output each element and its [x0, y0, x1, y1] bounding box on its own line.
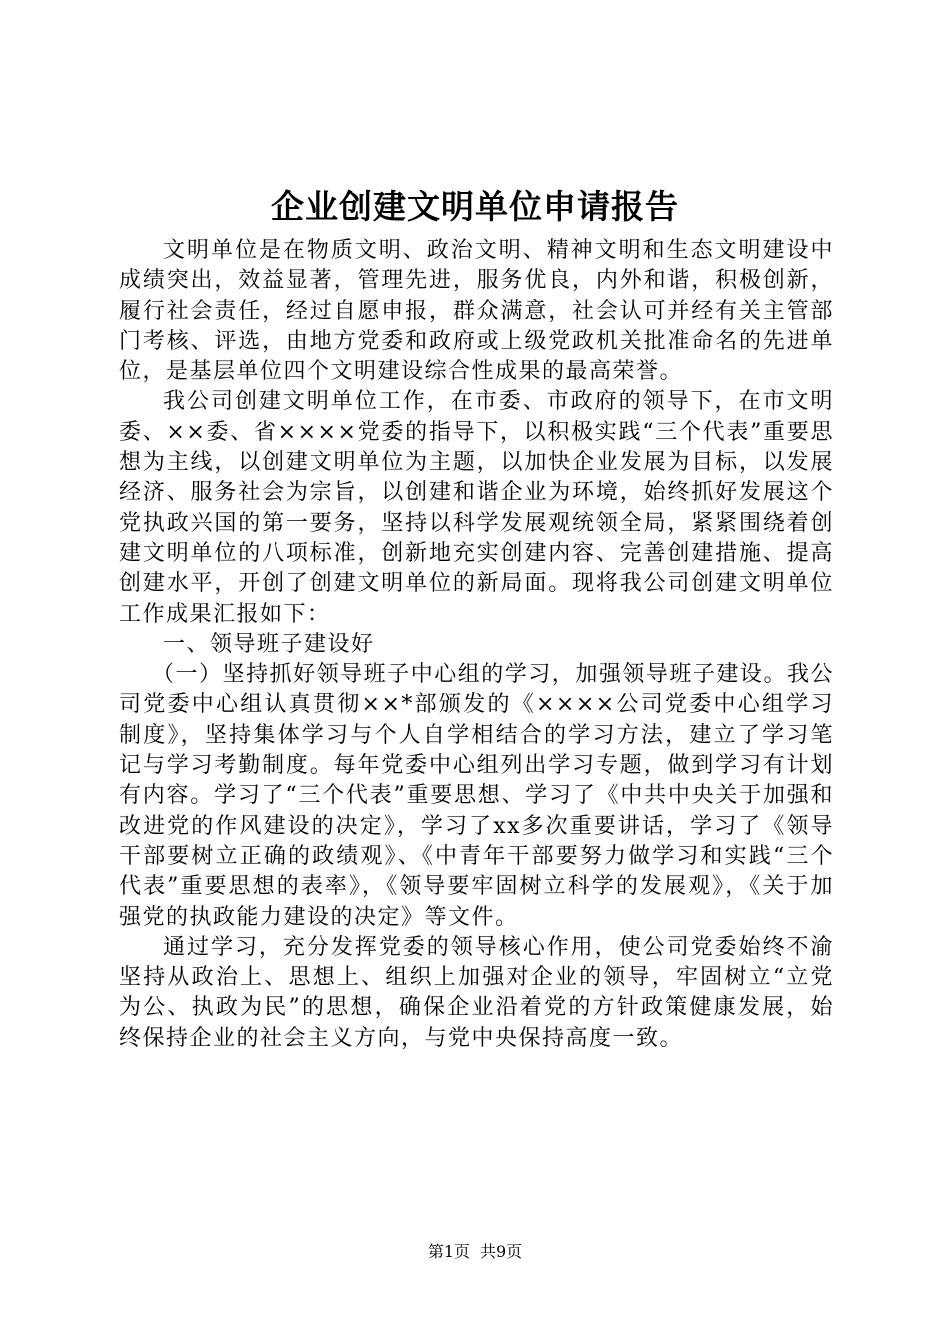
page-number-total: 共9页 [480, 1242, 523, 1261]
paragraph-study: （一）坚持抓好领导班子中心组的学习，加强领导班子建设。我公司党委中心组认真贯彻××*部颁发的《××××公司党委中心组学习制度》，坚持集体学习与个人自学相结合的学习方法，建立了学习笔记与学习考勤制度。每年党委中心组列出学习专题，做到学习有计划有内容。学习了“三个代表”重要思想、学习了《中共中央关于加强和改进党的作风建设的决定》，学习了xx多次重要讲话，学习了《领导干部要树立正确的政绩观》、《中青年干部要努力做学习和实践“三个代表”重要思想的表率》，《领导要牢固树立科学的发展观》，《关于加强党的执政能力建设的决定》等文件。 [119, 662, 834, 930]
page-footer [0, 1240, 950, 1264]
section-heading-leadership: 一、领导班子建设好 [163, 631, 375, 657]
document-title: 企业创建文明单位申请报告 [271, 187, 679, 226]
paragraph-result: 通过学习，充分发挥党委的领导核心作用，使公司党委始终不渝坚持从政治上、思想上、组织上加强对企业的领导，牢固树立“立党为公、执政为民”的思想，确保企业沿着党的方针政策健康发展，始终保持企业的社会主义方向，与党中央保持高度一致。 [119, 934, 834, 1051]
page-number-current: 第1页 [427, 1242, 470, 1261]
paragraph-introduction: 我公司创建文明单位工作，在市委、市政府的领导下，在市文明委、××委、省××××党委的指导下，以积极实践“三个代表”重要思想为主线，以创建文明单位为主题，以加快企业发展为目标，以发展经济、服务社会为宗旨，以创建和谐企业为环境，始终抓好发展这个党执政兴国的第一要务，坚持以科学发展观统领全局，紧紧围绕着创建文明单位的八项标准，创新地充实创建内容、完善创建措施、提高创建水平，开创了创建文明单位的新局面。现将我公司创建文明单位工作成果汇报如下： [119, 389, 834, 627]
document-body [119, 236, 834, 1054]
paragraph-definition: 文明单位是在物质文明、政治文明、精神文明和生态文明建设中成绩突出，效益显著，管理先进，服务优良，内外和谐，积极创新，履行社会责任，经过自愿申报，群众满意，社会认可并经有关主管部门考核、评选，由地方党委和政府或上级党政机关批准命名的先进单位，是基层单位四个文明建设综合性成果的最高荣誉。 [119, 238, 834, 385]
